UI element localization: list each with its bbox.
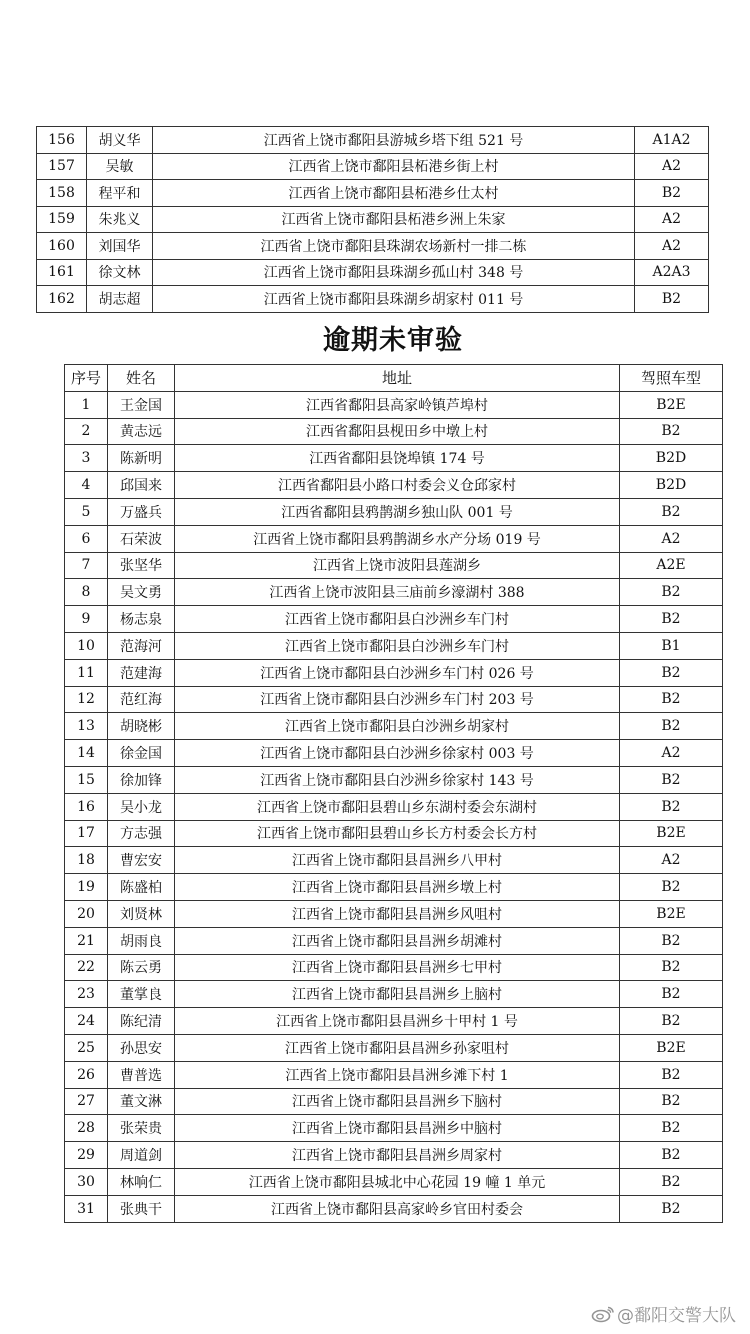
cell-address: 江西省上饶市波阳县三庙前乡濠湖村 388	[175, 579, 620, 606]
cell-license-class: B1	[620, 632, 723, 659]
section-title: 逾期未审验	[323, 325, 463, 356]
cell-license-class: B2	[635, 180, 709, 207]
cell-address: 江西省上饶市鄱阳县游城乡塔下组 521 号	[153, 127, 635, 154]
cell-address: 江西省上饶市鄱阳县昌洲乡上脑村	[175, 981, 620, 1008]
cell-address: 江西省上饶市鄱阳县昌洲乡中脑村	[175, 1115, 620, 1142]
cell-no: 26	[65, 1061, 108, 1088]
cell-license-class: B2	[620, 1168, 723, 1195]
cell-license-class: B2	[620, 1142, 723, 1169]
table-row	[65, 659, 723, 686]
cell-no: 6	[65, 525, 108, 552]
cell-address: 江西省上饶市鄱阳县昌洲乡七甲村	[175, 954, 620, 981]
cell-address: 江西省鄱阳县鸦鹊湖乡独山队 001 号	[175, 498, 620, 525]
cell-no: 2	[65, 418, 108, 445]
table-row	[65, 391, 723, 418]
table-row	[65, 1115, 723, 1142]
cell-name: 范红海	[108, 686, 175, 713]
table-row	[37, 153, 709, 180]
cell-license-class: B2D	[620, 445, 723, 472]
weibo-icon	[591, 1305, 615, 1323]
cell-license-class: B2D	[620, 472, 723, 499]
cell-name: 胡志超	[87, 286, 153, 313]
cell-name: 石荣波	[108, 525, 175, 552]
cell-name: 徐金国	[108, 740, 175, 767]
cell-license-class: A2E	[620, 552, 723, 579]
cell-no: 156	[37, 127, 87, 154]
table-row	[37, 206, 709, 233]
cell-address: 江西省上饶市鄱阳县白沙洲乡徐家村 003 号	[175, 740, 620, 767]
cell-name: 邱国来	[108, 472, 175, 499]
cell-address: 江西省上饶市鄱阳县白沙洲乡车门村	[175, 606, 620, 633]
cell-no: 159	[37, 206, 87, 233]
cell-address: 江西省上饶市鄱阳县柘港乡街上村	[153, 153, 635, 180]
cell-no: 30	[65, 1168, 108, 1195]
table-row	[65, 1034, 723, 1061]
cell-name: 朱兆义	[87, 206, 153, 233]
cell-license-class: B2E	[620, 1034, 723, 1061]
cell-no: 9	[65, 606, 108, 633]
cell-license-class: B2	[620, 418, 723, 445]
table-row	[65, 686, 723, 713]
cell-no: 28	[65, 1115, 108, 1142]
cell-address: 江西省鄱阳县饶埠镇 174 号	[175, 445, 620, 472]
watermark	[591, 1301, 736, 1326]
cell-name: 徐加锋	[108, 766, 175, 793]
cell-license-class: B2E	[620, 900, 723, 927]
cell-name: 范建海	[108, 659, 175, 686]
cell-license-class: B2	[620, 981, 723, 1008]
cell-address: 江西省上饶市鄱阳县昌洲乡风咀村	[175, 900, 620, 927]
cell-license-class: B2	[620, 1008, 723, 1035]
cell-license-class: B2	[620, 498, 723, 525]
cell-name: 张坚华	[108, 552, 175, 579]
cell-address: 江西省上饶市鄱阳县柘港乡洲上朱家	[153, 206, 635, 233]
cell-license-class: B2	[620, 579, 723, 606]
table-row	[37, 127, 709, 154]
cell-no: 10	[65, 632, 108, 659]
cell-name: 董掌良	[108, 981, 175, 1008]
cell-address: 江西省上饶市鄱阳县昌洲乡孙家咀村	[175, 1034, 620, 1061]
table-row	[65, 713, 723, 740]
cell-name: 万盛兵	[108, 498, 175, 525]
table-row	[65, 1061, 723, 1088]
cell-address: 江西省鄱阳县高家岭镇芦埠村	[175, 391, 620, 418]
table-row	[65, 766, 723, 793]
table-row	[65, 552, 723, 579]
cell-name: 张荣贵	[108, 1115, 175, 1142]
cell-no: 22	[65, 954, 108, 981]
cell-address: 江西省上饶市鄱阳县白沙洲乡车门村 026 号	[175, 659, 620, 686]
cell-name: 陈纪清	[108, 1008, 175, 1035]
cell-no: 7	[65, 552, 108, 579]
cell-license-class: A2	[635, 153, 709, 180]
header-no: 序号	[65, 365, 108, 392]
cell-no: 8	[65, 579, 108, 606]
cell-license-class: B2	[620, 686, 723, 713]
cell-license-class: B2	[620, 766, 723, 793]
table-row	[65, 1008, 723, 1035]
cell-address: 江西省上饶市鄱阳县柘港乡仕太村	[153, 180, 635, 207]
cell-no: 11	[65, 659, 108, 686]
cell-no: 29	[65, 1142, 108, 1169]
cell-name: 孙思安	[108, 1034, 175, 1061]
cell-address: 江西省上饶市鄱阳县白沙洲乡徐家村 143 号	[175, 766, 620, 793]
cell-license-class: A2	[635, 206, 709, 233]
cell-name: 董文淋	[108, 1088, 175, 1115]
cell-no: 17	[65, 820, 108, 847]
table-row	[37, 180, 709, 207]
table-row	[65, 793, 723, 820]
cell-no: 1	[65, 391, 108, 418]
cell-address: 江西省上饶市鄱阳县昌洲乡胡滩村	[175, 927, 620, 954]
cell-name: 范海河	[108, 632, 175, 659]
cell-no: 14	[65, 740, 108, 767]
cell-address: 江西省上饶市鄱阳县白沙洲乡车门村	[175, 632, 620, 659]
cell-address: 江西省上饶市鄱阳县碧山乡长方村委会长方村	[175, 820, 620, 847]
cell-license-class: B2	[620, 1195, 723, 1222]
header-license-class: 驾照车型	[620, 365, 723, 392]
cell-name: 吴小龙	[108, 793, 175, 820]
cell-license-class: B2	[620, 1061, 723, 1088]
cell-name: 陈云勇	[108, 954, 175, 981]
cell-name: 徐文林	[87, 259, 153, 286]
cell-license-class: B2	[620, 793, 723, 820]
cell-no: 12	[65, 686, 108, 713]
cell-name: 陈新明	[108, 445, 175, 472]
cell-license-class: B2	[635, 286, 709, 313]
cell-no: 13	[65, 713, 108, 740]
cell-no: 4	[65, 472, 108, 499]
cell-name: 程平和	[87, 180, 153, 207]
cell-address: 江西省上饶市鄱阳县珠湖乡孤山村 348 号	[153, 259, 635, 286]
cell-license-class: B2	[620, 874, 723, 901]
cell-address: 江西省鄱阳县小路口村委会义仓邱家村	[175, 472, 620, 499]
cell-name: 刘国华	[87, 233, 153, 260]
table-row	[65, 525, 723, 552]
cell-license-class: B2	[620, 1115, 723, 1142]
cell-name: 曹普选	[108, 1061, 175, 1088]
cell-name: 张典干	[108, 1195, 175, 1222]
cell-no: 25	[65, 1034, 108, 1061]
cell-license-class: B2E	[620, 820, 723, 847]
cell-no: 3	[65, 445, 108, 472]
cell-name: 吴敏	[87, 153, 153, 180]
cell-license-class: B2	[620, 1088, 723, 1115]
cell-address: 江西省上饶市鄱阳县珠湖乡胡家村 011 号	[153, 286, 635, 313]
cell-license-class: B2	[620, 927, 723, 954]
watermark-text: @鄱阳交警大队	[617, 1306, 736, 1326]
table-row	[65, 418, 723, 445]
cell-license-class: B2	[620, 606, 723, 633]
table-row	[65, 472, 723, 499]
table-row	[65, 847, 723, 874]
cell-no: 27	[65, 1088, 108, 1115]
cell-no: 18	[65, 847, 108, 874]
cell-no: 161	[37, 259, 87, 286]
cell-license-class: A2A3	[635, 259, 709, 286]
cell-no: 31	[65, 1195, 108, 1222]
cell-no: 157	[37, 153, 87, 180]
table-row	[65, 1168, 723, 1195]
table-row	[65, 498, 723, 525]
cell-address: 江西省上饶市鄱阳县碧山乡东湖村委会东湖村	[175, 793, 620, 820]
cell-name: 胡晓彬	[108, 713, 175, 740]
cell-name: 胡义华	[87, 127, 153, 154]
cell-address: 江西省上饶市鄱阳县昌洲乡周家村	[175, 1142, 620, 1169]
cell-name: 曹宏安	[108, 847, 175, 874]
table-row	[65, 981, 723, 1008]
cell-name: 方志强	[108, 820, 175, 847]
cell-no: 19	[65, 874, 108, 901]
cell-address: 江西省上饶市鄱阳县昌洲乡十甲村 1 号	[175, 1008, 620, 1035]
cell-name: 王金国	[108, 391, 175, 418]
cell-no: 160	[37, 233, 87, 260]
cell-license-class: B2	[620, 713, 723, 740]
cell-address: 江西省鄱阳县枧田乡中墩上村	[175, 418, 620, 445]
cell-name: 周道剑	[108, 1142, 175, 1169]
cell-license-class: A2	[620, 740, 723, 767]
cell-license-class: B2	[620, 954, 723, 981]
cell-license-class: A2	[635, 233, 709, 260]
cell-no: 162	[37, 286, 87, 313]
table-row	[65, 900, 723, 927]
previous-list-table	[36, 126, 709, 313]
cell-address: 江西省上饶市鄱阳县白沙洲乡胡家村	[175, 713, 620, 740]
cell-no: 23	[65, 981, 108, 1008]
table-row	[65, 1195, 723, 1222]
table-row	[65, 606, 723, 633]
cell-address: 江西省上饶市鄱阳县昌洲乡滩下村 1	[175, 1061, 620, 1088]
cell-address: 江西省上饶市鄱阳县鸦鹊湖乡水产分场 019 号	[175, 525, 620, 552]
table-row	[37, 233, 709, 260]
cell-address: 江西省上饶市鄱阳县昌洲乡墩上村	[175, 874, 620, 901]
table-row	[65, 874, 723, 901]
table-row	[65, 632, 723, 659]
table-row	[37, 286, 709, 313]
cell-license-class: B2E	[620, 391, 723, 418]
table-row	[65, 820, 723, 847]
cell-no: 16	[65, 793, 108, 820]
table-row	[65, 579, 723, 606]
table-row	[65, 1088, 723, 1115]
cell-no: 21	[65, 927, 108, 954]
header-name: 姓名	[108, 365, 175, 392]
cell-name: 陈盛柏	[108, 874, 175, 901]
cell-address: 江西省上饶市鄱阳县城北中心花园 19 幢 1 单元	[175, 1168, 620, 1195]
cell-name: 吴文勇	[108, 579, 175, 606]
table-row	[37, 259, 709, 286]
cell-address: 江西省上饶市鄱阳县昌洲乡下脑村	[175, 1088, 620, 1115]
cell-name: 林响仁	[108, 1168, 175, 1195]
table-row	[65, 1142, 723, 1169]
cell-license-class: A2	[620, 525, 723, 552]
cell-no: 20	[65, 900, 108, 927]
cell-license-class: A2	[620, 847, 723, 874]
cell-license-class: A1A2	[635, 127, 709, 154]
table-row	[65, 445, 723, 472]
cell-name: 胡雨良	[108, 927, 175, 954]
cell-address: 江西省上饶市鄱阳县珠湖农场新村一排二栋	[153, 233, 635, 260]
table-row	[65, 927, 723, 954]
cell-no: 5	[65, 498, 108, 525]
cell-address: 江西省上饶市鄱阳县高家岭乡官田村委会	[175, 1195, 620, 1222]
cell-name: 黄志远	[108, 418, 175, 445]
cell-no: 24	[65, 1008, 108, 1035]
cell-address: 江西省上饶市鄱阳县白沙洲乡车门村 203 号	[175, 686, 620, 713]
cell-address: 江西省上饶市鄱阳县昌洲乡八甲村	[175, 847, 620, 874]
cell-name: 刘贤林	[108, 900, 175, 927]
cell-address: 江西省上饶市波阳县莲湖乡	[175, 552, 620, 579]
cell-license-class: B2	[620, 659, 723, 686]
table-row	[65, 954, 723, 981]
header-address: 地址	[175, 365, 620, 392]
overdue-list-table	[64, 364, 723, 1223]
table-header-row	[65, 365, 723, 392]
cell-name: 杨志泉	[108, 606, 175, 633]
table-row	[65, 740, 723, 767]
cell-no: 158	[37, 180, 87, 207]
cell-no: 15	[65, 766, 108, 793]
